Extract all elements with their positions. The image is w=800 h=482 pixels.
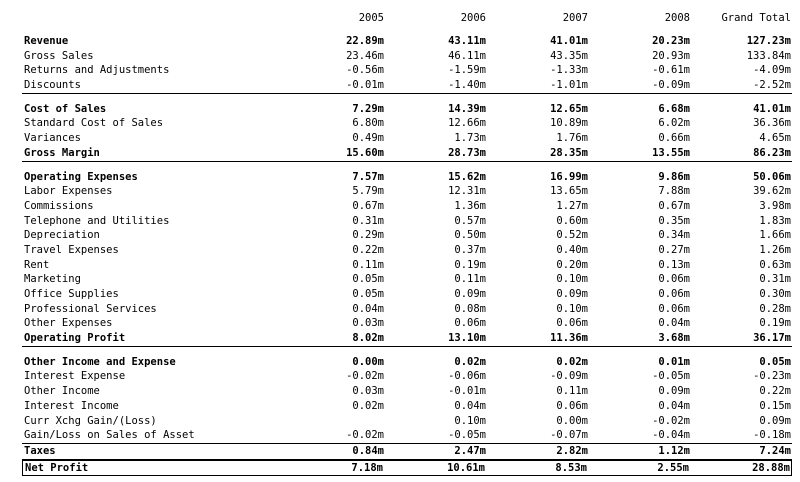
cell-value: 2.55m: [657, 461, 689, 474]
cell-value: 7.29m: [352, 102, 384, 115]
subtotal-row[interactable]: [22, 102, 792, 117]
taxes-row[interactable]: [22, 444, 792, 460]
cell-value: 0.09m: [759, 414, 791, 427]
cell-value: 1.27m: [556, 199, 588, 212]
column-header[interactable]: 2006: [460, 12, 486, 24]
table-row[interactable]: [22, 116, 792, 131]
cell-value: 0.60m: [556, 214, 588, 227]
row-label: Telephone and Utilities: [24, 214, 170, 227]
cell-value: 1.36m: [454, 199, 486, 212]
cell-value: 0.08m: [454, 302, 486, 315]
cell-value: -0.09m: [550, 370, 588, 383]
subtotal-row[interactable]: [22, 170, 792, 185]
cell-value: 0.06m: [658, 302, 690, 315]
table-row[interactable]: [22, 78, 792, 94]
cell-value: -0.01m: [346, 79, 384, 92]
table-row[interactable]: [22, 414, 792, 429]
table-row[interactable]: [22, 49, 792, 64]
cell-value: 12.65m: [550, 102, 588, 115]
cell-value: 0.06m: [454, 317, 486, 330]
cell-value: 13.55m: [652, 146, 690, 159]
cell-value: 0.04m: [658, 399, 690, 412]
cell-value: 0.04m: [352, 302, 384, 315]
cell-value: 0.10m: [556, 273, 588, 286]
cell-value: 0.09m: [556, 288, 588, 300]
row-label: Commissions: [24, 199, 94, 212]
cell-value: -0.09m: [652, 79, 690, 92]
cell-value: 50.06m: [753, 170, 791, 183]
table-row[interactable]: [22, 243, 792, 258]
cell-value: 1.12m: [658, 444, 690, 457]
cell-value: 14.39m: [448, 102, 486, 115]
cell-value: 3.98m: [759, 199, 791, 212]
cell-value: -0.23m: [753, 370, 791, 383]
cell-value: 0.02m: [556, 355, 588, 368]
cell-value: 0.40m: [556, 243, 588, 256]
row-label: Cost of Sales: [24, 102, 107, 115]
cell-value: 0.19m: [454, 258, 486, 271]
row-label: Operating Expenses: [24, 170, 138, 183]
cell-value: 127.23m: [746, 35, 791, 47]
cell-value: 0.01m: [658, 355, 690, 368]
cell-value: 43.35m: [550, 49, 588, 62]
cell-value: -0.02m: [652, 414, 690, 427]
cell-value: 0.31m: [759, 273, 791, 286]
cell-value: 0.15m: [759, 399, 791, 412]
row-label: Other Income and Expense: [24, 355, 176, 368]
cell-value: 7.24m: [759, 444, 791, 457]
row-label: Labor Expenses: [24, 185, 113, 198]
cell-value: 0.11m: [454, 273, 486, 286]
cell-value: 8.02m: [352, 332, 384, 345]
cell-value: 0.22m: [759, 385, 791, 398]
cell-value: 36.36m: [753, 117, 791, 130]
cell-value: 0.04m: [454, 399, 486, 412]
table-row[interactable]: [22, 369, 792, 384]
cell-value: 11.36m: [550, 332, 588, 345]
cell-value: -1.01m: [550, 79, 588, 92]
cell-value: 20.23m: [652, 35, 690, 47]
cell-value: -0.01m: [448, 385, 486, 398]
section-spacer: [22, 347, 792, 355]
cell-value: 13.65m: [550, 185, 588, 198]
cell-value: 36.17m: [753, 332, 791, 345]
cell-value: 12.31m: [448, 185, 486, 198]
cell-value: 1.76m: [556, 132, 588, 145]
row-label: Professional Services: [24, 302, 157, 315]
row-label: Taxes: [24, 444, 56, 457]
cell-value: -0.18m: [753, 429, 791, 442]
cell-value: 20.93m: [652, 49, 690, 62]
cell-value: -1.59m: [448, 64, 486, 77]
column-header[interactable]: 2007: [562, 12, 588, 24]
cell-value: 10.61m: [447, 461, 485, 474]
row-label: Variances: [24, 132, 81, 145]
cell-value: 0.06m: [556, 399, 588, 412]
cell-value: 15.60m: [346, 146, 384, 159]
cell-value: 0.11m: [556, 385, 588, 398]
cell-value: 0.10m: [556, 302, 588, 315]
cell-value: 0.00m: [352, 355, 384, 368]
cell-value: 41.01m: [753, 102, 791, 115]
cell-value: 39.62m: [753, 185, 791, 198]
cell-value: 0.05m: [352, 273, 384, 286]
cell-value: 133.84m: [746, 49, 791, 62]
row-label: Gross Sales: [24, 49, 94, 62]
cell-value: 0.02m: [454, 355, 486, 368]
cell-value: 0.04m: [658, 317, 690, 330]
cell-value: 0.11m: [352, 258, 384, 271]
cell-value: 0.52m: [556, 229, 588, 242]
table-row[interactable]: [22, 184, 792, 199]
subtotal-row[interactable]: [22, 355, 792, 370]
cell-value: 0.00m: [556, 414, 588, 427]
cell-value: 1.73m: [454, 132, 486, 145]
cell-value: 43.11m: [448, 35, 486, 47]
table-row[interactable]: [22, 63, 792, 78]
cell-value: 1.66m: [759, 229, 791, 242]
table-row[interactable]: [22, 272, 792, 287]
cell-value: 0.09m: [454, 288, 486, 300]
cell-value: 6.68m: [658, 102, 690, 115]
table-row[interactable]: [22, 199, 792, 214]
row-label: Other Expenses: [24, 317, 113, 330]
cell-value: 0.06m: [556, 317, 588, 330]
cell-value: 0.30m: [759, 288, 791, 300]
table-row[interactable]: [22, 287, 792, 302]
cell-value: -0.04m: [652, 429, 690, 442]
cell-value: 0.67m: [658, 199, 690, 212]
table-row[interactable]: [22, 428, 792, 444]
cell-value: 0.27m: [658, 243, 690, 256]
cell-value: 0.06m: [658, 273, 690, 286]
cell-value: 0.19m: [759, 317, 791, 330]
table-row[interactable]: [22, 316, 792, 331]
cell-value: 13.10m: [448, 332, 486, 345]
column-header[interactable]: 2005: [358, 12, 384, 24]
cell-value: 15.62m: [448, 170, 486, 183]
table-row[interactable]: [22, 384, 792, 399]
table-row[interactable]: [22, 214, 792, 229]
row-label: Office Supplies: [24, 288, 119, 300]
cell-value: 0.34m: [658, 229, 690, 242]
cell-value: 0.10m: [454, 414, 486, 427]
row-label: Gross Margin: [24, 146, 100, 159]
cell-value: 2.82m: [556, 444, 588, 457]
cell-value: 7.88m: [658, 185, 690, 198]
cell-value: 12.66m: [448, 117, 486, 130]
cell-value: 0.37m: [454, 243, 486, 256]
cell-value: 46.11m: [448, 49, 486, 62]
cell-value: 1.26m: [759, 243, 791, 256]
row-label: Revenue: [24, 35, 69, 47]
net-profit-row[interactable]: [22, 460, 792, 477]
section-spacer: [22, 162, 792, 170]
cell-value: 0.20m: [556, 258, 588, 271]
row-label: Rent: [24, 258, 50, 271]
cell-value: -0.06m: [448, 370, 486, 383]
cell-value: 6.02m: [658, 117, 690, 130]
row-label: Other Income: [24, 385, 100, 398]
cell-value: -0.07m: [550, 429, 588, 442]
income-statement-table: [22, 10, 792, 476]
cell-value: -0.05m: [448, 429, 486, 442]
cell-value: 0.66m: [658, 132, 690, 145]
row-label: Operating Profit: [24, 332, 126, 345]
cell-value: 22.89m: [346, 35, 384, 47]
row-label: Gain/Loss on Sales of Asset: [24, 429, 195, 442]
section-spacer: [22, 26, 792, 34]
cell-value: 0.05m: [759, 355, 791, 368]
cell-value: 3.68m: [658, 332, 690, 345]
row-label: Travel Expenses: [24, 243, 119, 256]
cell-value: 4.65m: [759, 132, 791, 145]
cell-value: 86.23m: [753, 146, 791, 159]
cell-value: -0.05m: [652, 370, 690, 383]
subtotal-row[interactable]: [22, 146, 792, 162]
cell-value: -2.52m: [753, 79, 791, 92]
subtotal-row[interactable]: [22, 331, 792, 347]
table-row[interactable]: [22, 228, 792, 243]
cell-value: 0.49m: [352, 132, 384, 145]
cell-value: 0.28m: [759, 302, 791, 315]
cell-value: 0.57m: [454, 214, 486, 227]
section-spacer: [22, 94, 792, 102]
cell-value: 23.46m: [346, 49, 384, 62]
cell-value: 0.63m: [759, 258, 791, 271]
cell-value: 41.01m: [550, 35, 588, 47]
table-row[interactable]: [22, 302, 792, 317]
cell-value: 28.88m: [752, 461, 790, 474]
cell-value: 0.35m: [658, 214, 690, 227]
cell-value: 2.47m: [454, 444, 486, 457]
cell-value: 16.99m: [550, 170, 588, 183]
row-label: Depreciation: [24, 229, 100, 242]
cell-value: 1.83m: [759, 214, 791, 227]
row-label: Returns and Adjustments: [24, 64, 170, 77]
row-label: Discounts: [24, 79, 81, 92]
column-header[interactable]: 2008: [664, 12, 690, 24]
cell-value: 0.31m: [352, 214, 384, 227]
table-row[interactable]: [22, 131, 792, 146]
table-row[interactable]: [22, 258, 792, 273]
cell-value: 5.79m: [352, 185, 384, 198]
cell-value: 0.13m: [658, 258, 690, 271]
cell-value: -4.09m: [753, 64, 791, 77]
cell-value: -0.56m: [346, 64, 384, 77]
cell-value: 0.50m: [454, 229, 486, 242]
cell-value: -0.02m: [346, 370, 384, 383]
cell-value: 8.53m: [555, 461, 587, 474]
cell-value: 0.02m: [352, 399, 384, 412]
cell-value: -0.02m: [346, 429, 384, 442]
cell-value: 6.80m: [352, 117, 384, 130]
cell-value: 28.35m: [550, 146, 588, 159]
cell-value: 0.05m: [352, 288, 384, 300]
cell-value: 28.73m: [448, 146, 486, 159]
cell-value: -1.40m: [448, 79, 486, 92]
cell-value: 9.86m: [658, 170, 690, 183]
cell-value: 0.03m: [352, 317, 384, 330]
column-header[interactable]: Grand Total: [721, 12, 791, 24]
cell-value: 0.06m: [658, 288, 690, 300]
row-label: Curr Xchg Gain/(Loss): [24, 414, 157, 427]
cell-value: 0.09m: [658, 385, 690, 398]
cell-value: 0.67m: [352, 199, 384, 212]
cell-value: 7.57m: [352, 170, 384, 183]
cell-value: 10.89m: [550, 117, 588, 130]
table-row[interactable]: [22, 399, 792, 414]
cell-value: 0.29m: [352, 229, 384, 242]
row-label: Interest Income: [24, 399, 119, 412]
cell-value: 0.84m: [352, 444, 384, 457]
cell-value: 0.22m: [352, 243, 384, 256]
row-label: Standard Cost of Sales: [24, 117, 164, 130]
row-label: Net Profit: [25, 461, 89, 474]
cell-value: -1.33m: [550, 64, 588, 77]
subtotal-row[interactable]: [22, 34, 792, 49]
row-label: Interest Expense: [24, 370, 126, 383]
cell-value: -0.61m: [652, 64, 690, 77]
row-label: Marketing: [24, 273, 81, 286]
cell-value: 7.18m: [351, 461, 383, 474]
cell-value: 0.03m: [352, 385, 384, 398]
header-row: [22, 10, 792, 26]
